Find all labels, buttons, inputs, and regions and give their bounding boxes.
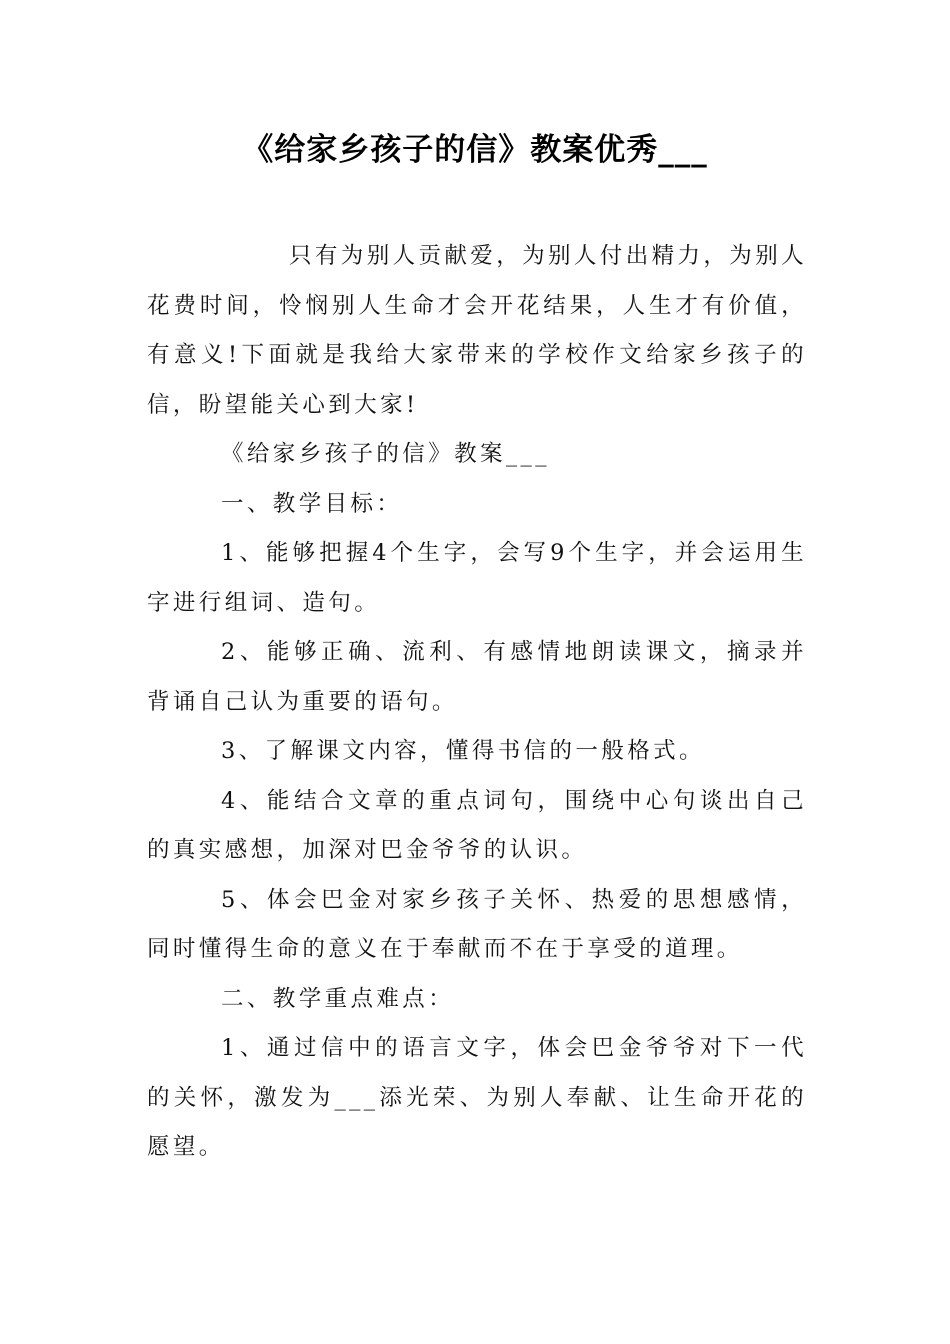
section-heading-key-points: 二、教学重点难点：: [221, 985, 455, 1012]
intro-paragraph: 只有为别人贡献爱，为别人付出精力，为别人花费时间，怜悯别人生命才会开花结果，人生才有价值，有意义!下面就是我给大家带来的学校作文给家乡孩子的信，盼望能关心到大家!: [147, 243, 808, 418]
goal-item-1: 1、能够把握4个生字，会写9个生字，并会运用生字进行组词、造句。: [147, 540, 807, 616]
goal-item-4: 4、能结合文章的重点词句，围绕中心句谈出自己的真实感想，加深对巴金爷爷的认识。: [147, 787, 807, 863]
key-point-item-1: 1、通过信中的语言文字，体会巴金爷爷对下一代的关怀，激发为___添光荣、为别人奉献、让生命开花的愿望。: [147, 1035, 807, 1160]
goal-item-5: 5、体会巴金对家乡孩子关怀、热爱的思想感情，同时懂得生命的意义在于奉献而不在于享受的道理。: [147, 886, 807, 962]
goal-item-3: 3、了解课文内容，懂得书信的一般格式。: [221, 738, 705, 764]
lesson-plan-heading: 《给家乡孩子的信》教案___: [221, 441, 550, 467]
document-body: [147, 232, 807, 1173]
goal-item-2: 2、能够正确、流利、有感情地朗读课文，摘录并背诵自己认为重要的语句。: [147, 639, 807, 715]
document-title: 《给家乡孩子的信》教案优秀___: [242, 132, 708, 168]
section-heading-goals: 一、教学目标：: [221, 490, 403, 517]
